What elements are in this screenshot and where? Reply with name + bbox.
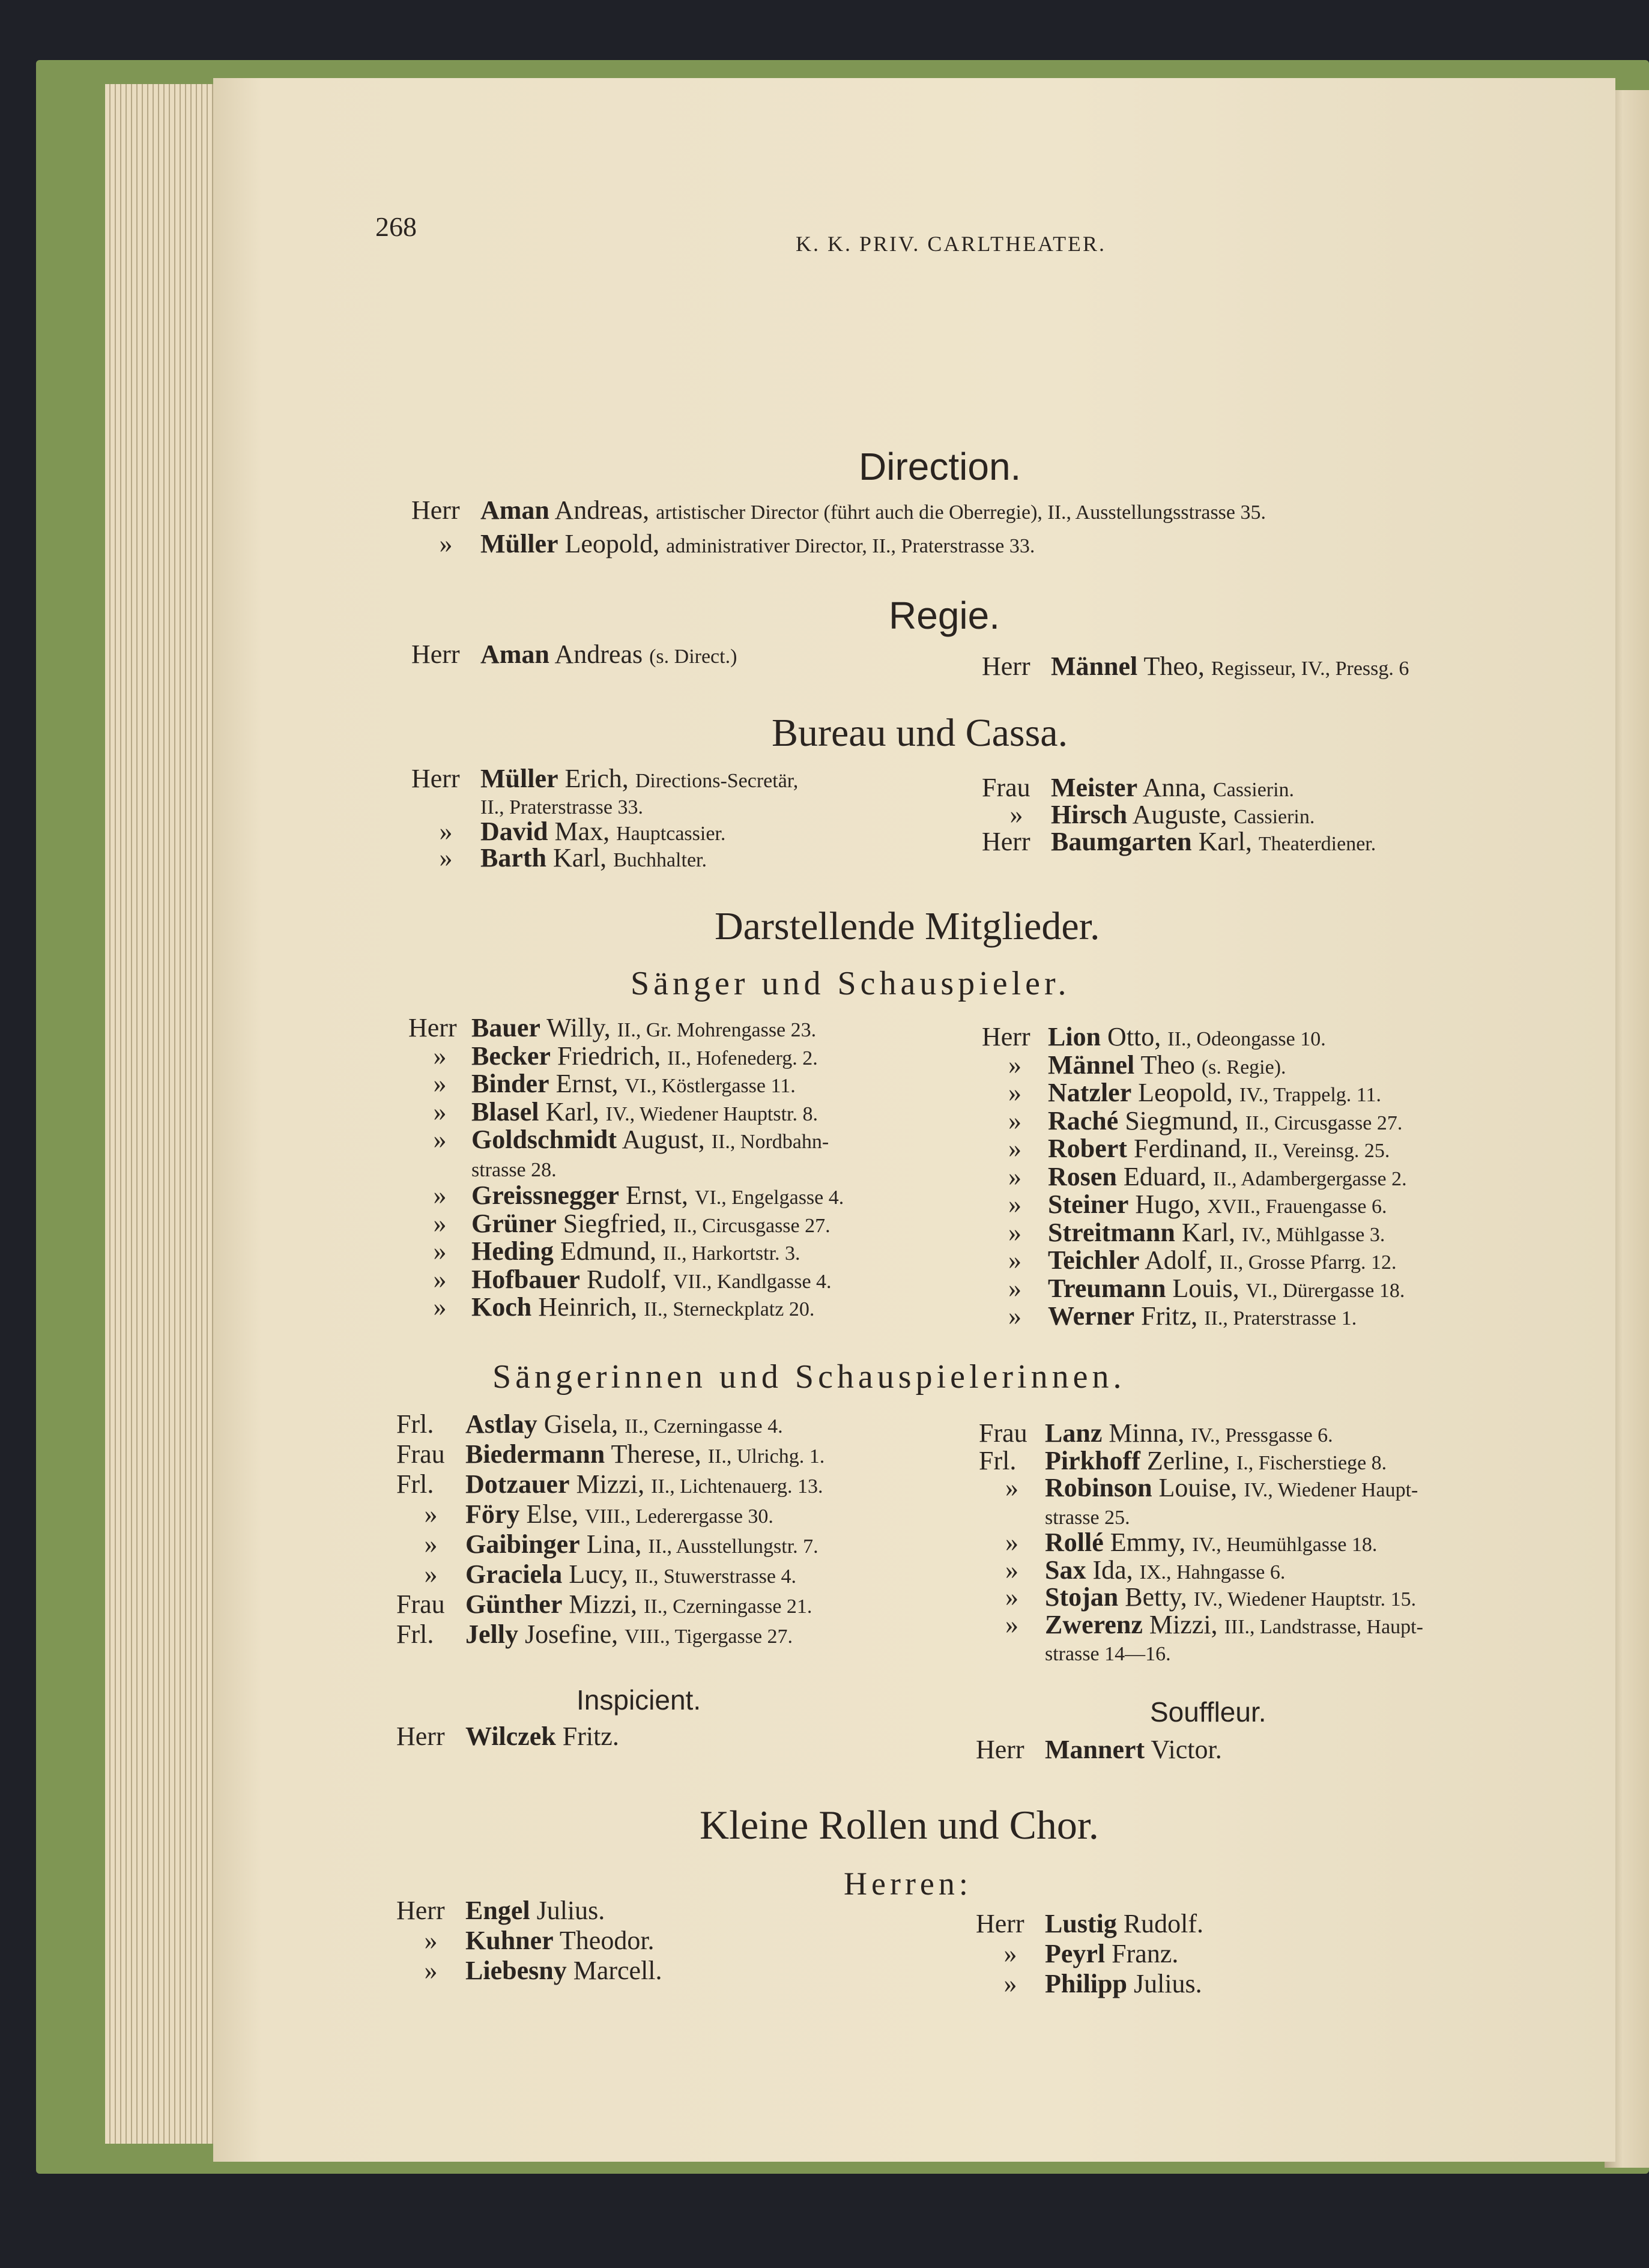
entry-line: [408, 1071, 796, 1097]
entry-line: [979, 1502, 1130, 1529]
entry-prefix: »: [1008, 1245, 1021, 1275]
entry-detail: Buchhalter.: [613, 849, 707, 871]
entry-line: [408, 1043, 818, 1069]
entry-prefix: »: [433, 1236, 447, 1266]
entry-prefix: Herr: [411, 495, 460, 525]
entry-line: [396, 1591, 812, 1618]
entry-line: [982, 775, 1294, 801]
entry-surname: Föry: [465, 1499, 520, 1529]
entry-surname: Männel: [1051, 652, 1138, 681]
entry-surname: Sax: [1045, 1555, 1086, 1585]
entry-detail: II., Czerningasse 21.: [644, 1595, 812, 1618]
entry-detail: IV., Heumühlgasse 18.: [1192, 1534, 1378, 1556]
entry-prefix: »: [433, 1181, 447, 1210]
entry-prefix: Frau: [396, 1439, 445, 1469]
entry-surname: Lion: [1048, 1022, 1101, 1051]
entry-prefix: »: [1005, 1609, 1018, 1639]
entry-line: [982, 1136, 1390, 1162]
entry-surname: Natzler: [1048, 1078, 1132, 1107]
entry-prefix: »: [1003, 1939, 1017, 1968]
entry-line: [396, 1411, 783, 1438]
entry-detail: Cassierin.: [1213, 779, 1295, 801]
entry-prefix: »: [1008, 1190, 1021, 1219]
entry-given-name: Theo: [1140, 1050, 1195, 1080]
entry-prefix: »: [1008, 1273, 1021, 1303]
entry-detail: VIII., Tigergasse 27.: [625, 1625, 793, 1648]
entry-surname: Jelly: [465, 1619, 518, 1649]
entry-prefix: Herr: [411, 764, 460, 793]
entry-given-name: Gisela,: [543, 1409, 619, 1439]
entry-surname: Dotzauer: [465, 1469, 570, 1499]
entry-detail: strasse 14—16.: [1045, 1643, 1171, 1665]
entry-detail: IX., Hahngasse 6.: [1139, 1561, 1286, 1583]
entry-line: [396, 1471, 823, 1498]
entry-line: [979, 1445, 1387, 1475]
running-title: K. K. PRIV. CARLTHEATER.: [796, 232, 1107, 256]
entry-detail: II., Nordbahn-: [711, 1131, 829, 1153]
entry-prefix: Herr: [982, 827, 1030, 856]
heading-saengerinnen: Sängerinnen und Schauspielerinnen.: [492, 1358, 1126, 1396]
entry-line: [976, 1941, 1178, 1967]
entry-line: [408, 1126, 829, 1153]
entry-surname: Robert: [1048, 1134, 1127, 1163]
entry-line: [982, 653, 1409, 680]
entry-given-name: Minna,: [1109, 1418, 1185, 1448]
entry-line: [411, 792, 643, 818]
entry-line: [982, 1217, 1385, 1247]
entry-detail: II., Ausstellungstr. 7.: [648, 1535, 818, 1558]
entry-detail: IV., Trappelg. 11.: [1239, 1084, 1382, 1106]
entry-detail: VIII., Lederergasse 30.: [585, 1505, 773, 1528]
entry-line: [411, 818, 725, 845]
entry-line: [408, 1096, 818, 1126]
entry-surname: Stojan: [1045, 1582, 1119, 1612]
entry-detail: II., Ulrichg. 1.: [707, 1445, 825, 1468]
entry-given-name: Karl,: [545, 1096, 599, 1126]
entry-surname: Greissnegger: [471, 1181, 620, 1210]
entry-prefix: »: [424, 1956, 438, 1985]
entry-surname: Lanz: [1045, 1418, 1103, 1448]
entry-given-name: Siegmund,: [1125, 1105, 1239, 1136]
entry-given-name: Mizzi,: [576, 1469, 645, 1499]
entry-line: [411, 497, 1266, 524]
entry-line: [982, 1275, 1405, 1302]
entry-surname: David: [480, 817, 548, 846]
entry-detail: II., Odeongasse 10.: [1167, 1028, 1326, 1050]
entry-prefix: »: [1009, 800, 1023, 829]
entry-line: [396, 1958, 662, 1984]
entry-line: [982, 1024, 1326, 1050]
entry-line: [976, 1911, 1203, 1937]
entry-given-name: Andreas,: [554, 495, 650, 525]
entry-detail: II., Sterneckplatz 20.: [644, 1298, 815, 1320]
heading-bureau: Bureau und Cassa.: [772, 711, 1068, 755]
entry-prefix: Frl.: [396, 1619, 434, 1649]
entry-detail: Theaterdiener.: [1258, 833, 1376, 855]
entry-detail: VI., Köstlergasse 11.: [625, 1075, 796, 1097]
entry-prefix: Frl.: [396, 1469, 434, 1499]
entry-line: [408, 1238, 800, 1265]
entry-prefix: Herr: [982, 652, 1030, 681]
entry-surname: Peyrl: [1045, 1939, 1106, 1968]
entry-line: [396, 1441, 824, 1468]
entry-detail: II., Circusgasse 27.: [1245, 1111, 1403, 1134]
entry-detail: IV., Mühlgasse 3.: [1242, 1223, 1385, 1246]
entry-given-name: Josefine,: [524, 1619, 619, 1649]
entry-line: [396, 1928, 655, 1954]
entry-detail: VI., Dürergasse 18.: [1245, 1279, 1405, 1302]
entry-surname: Teichler: [1048, 1245, 1140, 1275]
entry-line: [982, 1247, 1397, 1274]
entry-given-name: Eduard,: [1123, 1161, 1206, 1191]
entry-prefix: »: [433, 1292, 447, 1322]
heading-members: Darstellende Mitglieder.: [715, 904, 1100, 948]
entry-surname: Zwerenz: [1045, 1609, 1143, 1639]
entry-prefix: »: [433, 1041, 447, 1071]
entry-line: [979, 1557, 1285, 1583]
entry-line: [976, 1737, 1222, 1763]
entry-surname: Hofbauer: [471, 1264, 580, 1294]
entry-line: [411, 845, 707, 871]
entry-line: [396, 1621, 793, 1648]
entry-detail: III., Landstrasse, Haupt-: [1224, 1615, 1423, 1638]
entry-surname: Rosen: [1048, 1161, 1117, 1191]
entry-line: [408, 1155, 557, 1181]
entry-prefix: »: [424, 1499, 438, 1529]
entry-detail: XVII., Frauengasse 6.: [1207, 1196, 1387, 1218]
entry-given-name: Siegfried,: [563, 1208, 667, 1238]
entry-given-name: Fritz.: [562, 1722, 619, 1751]
entry-prefix: »: [433, 1125, 447, 1154]
entry-surname: Hirsch: [1051, 800, 1128, 829]
entry-given-name: Erich,: [564, 764, 629, 793]
entry-prefix: Herr: [396, 1722, 445, 1751]
entry-detail: strasse 25.: [1045, 1506, 1130, 1529]
entry-line: [982, 802, 1315, 828]
entry-line: [982, 829, 1376, 855]
entry-given-name: Else,: [526, 1499, 579, 1529]
entry-line: [396, 1531, 818, 1558]
entry-given-name: Karl,: [1198, 827, 1252, 856]
entry-detail: II., Adambergergasse 2.: [1212, 1167, 1407, 1190]
entry-line: [982, 1080, 1381, 1106]
entry-given-name: Julius.: [1133, 1969, 1202, 1998]
entry-given-name: Adolf,: [1144, 1245, 1213, 1275]
entry-line: [979, 1584, 1416, 1610]
entry-surname: Goldschmidt: [471, 1125, 617, 1154]
entry-given-name: Franz.: [1112, 1939, 1179, 1968]
entry-line: [979, 1529, 1377, 1556]
entry-given-name: Otto,: [1107, 1022, 1161, 1051]
entry-detail: II., Czerningasse 4.: [625, 1415, 783, 1438]
entry-line: [982, 1105, 1403, 1136]
entry-detail: II., Stuwerstrasse 4.: [634, 1565, 796, 1588]
entry-line: [979, 1639, 1171, 1665]
entry-detail: II., Praterstrasse 1.: [1204, 1307, 1357, 1329]
entry-surname: Graciela: [465, 1559, 563, 1589]
entry-given-name: Julius.: [536, 1896, 605, 1925]
entry-surname: Barth: [480, 843, 546, 872]
entry-surname: Kuhner: [465, 1926, 554, 1955]
entry-given-name: Therese,: [611, 1439, 701, 1469]
entry-prefix: Herr: [408, 1013, 457, 1042]
entry-detail: VII., Kandlgasse 4.: [673, 1270, 832, 1293]
entry-prefix: Frl.: [979, 1445, 1017, 1475]
entry-detail: II., Hofenederg. 2.: [667, 1047, 818, 1069]
entry-line: [408, 1266, 832, 1293]
entry-detail: II., Harkortstr. 3.: [663, 1242, 800, 1265]
entry-given-name: Emmy,: [1110, 1528, 1186, 1557]
entry-detail: II., Gr. Mohrengasse 23.: [617, 1019, 817, 1041]
entry-prefix: »: [1008, 1078, 1021, 1107]
entry-prefix: »: [424, 1559, 438, 1589]
entry-line: [982, 1191, 1387, 1218]
entry-surname: Mannert: [1045, 1735, 1145, 1764]
entry-given-name: Mizzi,: [569, 1589, 637, 1619]
entry-given-name: Louis,: [1172, 1273, 1239, 1303]
entry-line: [396, 1561, 796, 1588]
entry-given-name: Heinrich,: [538, 1292, 638, 1322]
entry-surname: Blasel: [471, 1096, 539, 1126]
heading-souffleur: Souffleur.: [1150, 1696, 1266, 1728]
entry-prefix: »: [424, 1529, 438, 1559]
entry-line: [396, 1501, 773, 1528]
entry-given-name: Betty,: [1125, 1582, 1187, 1612]
entry-detail: II., Circusgasse 27.: [673, 1214, 831, 1237]
entry-prefix: Frau: [396, 1589, 445, 1619]
entry-surname: Müller: [480, 529, 558, 558]
entry-surname: Baumgarten: [1051, 827, 1192, 856]
entry-given-name: Marcell.: [573, 1956, 662, 1985]
entry-given-name: Auguste,: [1132, 800, 1227, 829]
entry-line: [408, 1294, 814, 1320]
page-number: 268: [375, 211, 417, 242]
entry-surname: Streitmann: [1048, 1217, 1175, 1247]
entry-detail: VI., Engelgasse 4.: [694, 1187, 844, 1209]
entry-prefix: »: [1008, 1217, 1021, 1247]
entry-detail: strasse 28.: [471, 1158, 557, 1181]
entry-given-name: Willy,: [546, 1013, 611, 1042]
entry-line: [396, 1898, 605, 1924]
entry-prefix: »: [1003, 1969, 1017, 1998]
entry-given-name: August,: [622, 1125, 705, 1154]
entry-detail: IV., Wiedener Hauptstr. 15.: [1193, 1588, 1417, 1610]
entry-detail: II., Vereinsg. 25.: [1254, 1140, 1390, 1162]
entry-given-name: Leopold,: [564, 529, 660, 558]
entry-detail: Regisseur, IV., Pressg. 6: [1211, 658, 1409, 680]
entry-line: [982, 1052, 1286, 1078]
entry-surname: Günther: [465, 1589, 563, 1619]
entry-given-name: Victor.: [1151, 1735, 1222, 1764]
entry-given-name: Rudolf,: [586, 1264, 667, 1294]
entry-line: [976, 1971, 1202, 1997]
entry-surname: Robinson: [1045, 1473, 1152, 1502]
entry-surname: Becker: [471, 1041, 551, 1071]
entry-prefix: »: [433, 1264, 447, 1294]
entry-detail: I., Fischerstiege 8.: [1236, 1451, 1387, 1474]
entry-given-name: Karl,: [1181, 1217, 1236, 1247]
entry-line: [411, 766, 798, 792]
entry-surname: Werner: [1048, 1301, 1135, 1331]
entry-surname: Gaibinger: [465, 1529, 580, 1559]
entry-prefix: »: [1005, 1473, 1018, 1502]
entry-surname: Astlay: [465, 1409, 537, 1439]
entry-detail: II., Lichtenauerg. 13.: [651, 1475, 823, 1498]
entry-given-name: Zerline,: [1146, 1445, 1230, 1475]
entry-prefix: Herr: [976, 1735, 1024, 1764]
entry-prefix: Herr: [396, 1896, 445, 1925]
entry-prefix: »: [1005, 1582, 1018, 1612]
entry-line: [979, 1475, 1418, 1501]
entry-prefix: »: [433, 1096, 447, 1126]
entry-line: [396, 1723, 619, 1750]
entry-surname: Philipp: [1045, 1969, 1127, 1998]
entry-given-name: Ferdinand,: [1133, 1134, 1248, 1163]
entry-prefix: »: [1008, 1105, 1021, 1136]
entry-given-name: Louise,: [1158, 1473, 1238, 1502]
entry-line: [979, 1609, 1423, 1639]
entry-detail: Cassierin.: [1233, 806, 1315, 828]
entry-given-name: Rudolf.: [1123, 1909, 1204, 1938]
entry-surname: Binder: [471, 1069, 549, 1098]
entry-prefix: »: [1008, 1134, 1021, 1163]
entry-given-name: Theodor.: [559, 1926, 655, 1955]
entry-given-name: Hugo,: [1135, 1190, 1201, 1219]
entry-prefix: Herr: [982, 1022, 1030, 1051]
entry-detail: IV., Wiedener Haupt-: [1244, 1479, 1418, 1501]
entry-given-name: Lucy,: [569, 1559, 628, 1589]
entry-prefix: Herr: [976, 1909, 1024, 1938]
entry-surname: Heding: [471, 1236, 554, 1266]
entry-line: [408, 1208, 831, 1238]
entry-surname: Männel: [1048, 1050, 1135, 1080]
entry-prefix: »: [439, 817, 453, 846]
entry-prefix: Frau: [979, 1418, 1027, 1448]
entry-detail: Directions-Secretär,: [635, 770, 799, 792]
entry-prefix: »: [424, 1926, 438, 1955]
entry-detail: II., Praterstrasse 33.: [480, 796, 643, 818]
entry-detail: IV., Pressgasse 6.: [1191, 1424, 1333, 1447]
entry-detail: Hauptcassier.: [616, 823, 726, 845]
entry-surname: Engel: [465, 1896, 530, 1925]
entry-surname: Pirkhoff: [1045, 1445, 1140, 1475]
entry-detail: (s. Regie).: [1201, 1056, 1286, 1078]
entry-prefix: Frl.: [396, 1409, 434, 1439]
entry-given-name: Ida,: [1092, 1555, 1133, 1585]
entry-given-name: Ernst,: [626, 1181, 688, 1210]
heading-saenger: Sänger und Schauspieler.: [631, 965, 1071, 1002]
entry-surname: Lustig: [1045, 1909, 1117, 1938]
entry-line: [408, 1015, 816, 1041]
entry-prefix: »: [1008, 1161, 1021, 1191]
entry-surname: Müller: [480, 764, 558, 793]
entry-given-name: Lina,: [586, 1529, 642, 1559]
entry-prefix: »: [439, 843, 453, 872]
entry-surname: Bauer: [471, 1013, 540, 1042]
heading-herren: Herren:: [844, 1866, 972, 1902]
entry-surname: Koch: [471, 1292, 532, 1322]
entry-prefix: »: [1008, 1050, 1021, 1080]
entry-given-name: Mizzi,: [1149, 1609, 1218, 1639]
entry-given-name: Friedrich,: [557, 1041, 661, 1071]
entry-given-name: Leopold,: [1138, 1078, 1233, 1107]
entry-prefix: »: [433, 1208, 447, 1238]
entry-prefix: »: [433, 1069, 447, 1098]
entry-surname: Rollé: [1045, 1528, 1104, 1557]
entry-given-name: Fritz,: [1141, 1301, 1198, 1331]
entry-line: [979, 1420, 1333, 1447]
entry-detail: artistischer Director (führt auch die Oberregie), II., Ausstellungsstrasse 35.: [656, 501, 1266, 524]
entry-given-name: Andreas: [554, 640, 643, 669]
entry-surname: Treumann: [1048, 1273, 1166, 1303]
entry-surname: Aman: [480, 640, 549, 669]
entry-line: [411, 531, 1035, 557]
entry-surname: Grüner: [471, 1208, 557, 1238]
entry-detail: (s. Direct.): [649, 646, 737, 668]
entry-line: [982, 1303, 1357, 1329]
entry-given-name: Edmund,: [560, 1236, 657, 1266]
entry-detail: II., Grosse Pfarrg. 12.: [1219, 1251, 1397, 1274]
entry-surname: Biedermann: [465, 1439, 605, 1469]
heading-direction: Direction.: [859, 445, 1021, 488]
entry-given-name: Anna,: [1142, 773, 1207, 802]
entry-surname: Meister: [1051, 773, 1138, 802]
entry-prefix: Herr: [411, 640, 460, 669]
entry-detail: administrativer Director, II., Praterstrasse 33.: [666, 535, 1035, 557]
heading-regie: Regie.: [889, 594, 1000, 637]
entry-surname: Aman: [480, 495, 549, 525]
entry-prefix: »: [1005, 1555, 1018, 1585]
entry-line: [982, 1161, 1407, 1191]
entry-prefix: »: [1008, 1301, 1021, 1331]
entry-surname: Steiner: [1048, 1190, 1129, 1219]
entry-surname: Liebesny: [465, 1956, 567, 1985]
entry-line: [408, 1182, 844, 1209]
entry-given-name: Ernst,: [555, 1069, 619, 1098]
entry-given-name: Max,: [554, 817, 610, 846]
entry-given-name: Karl,: [553, 843, 607, 872]
heading-inspicient: Inspicient.: [576, 1684, 701, 1716]
heading-chor: Kleine Rollen und Chor.: [700, 1802, 1099, 1848]
entry-prefix: »: [1005, 1528, 1018, 1557]
entry-prefix: »: [439, 529, 453, 558]
entry-detail: IV., Wiedener Hauptstr. 8.: [605, 1102, 818, 1125]
entry-line: [411, 641, 737, 668]
entry-surname: Wilczek: [465, 1722, 556, 1751]
entry-surname: Raché: [1048, 1105, 1119, 1136]
entry-given-name: Theo,: [1143, 652, 1205, 681]
entry-prefix: Frau: [982, 773, 1030, 802]
